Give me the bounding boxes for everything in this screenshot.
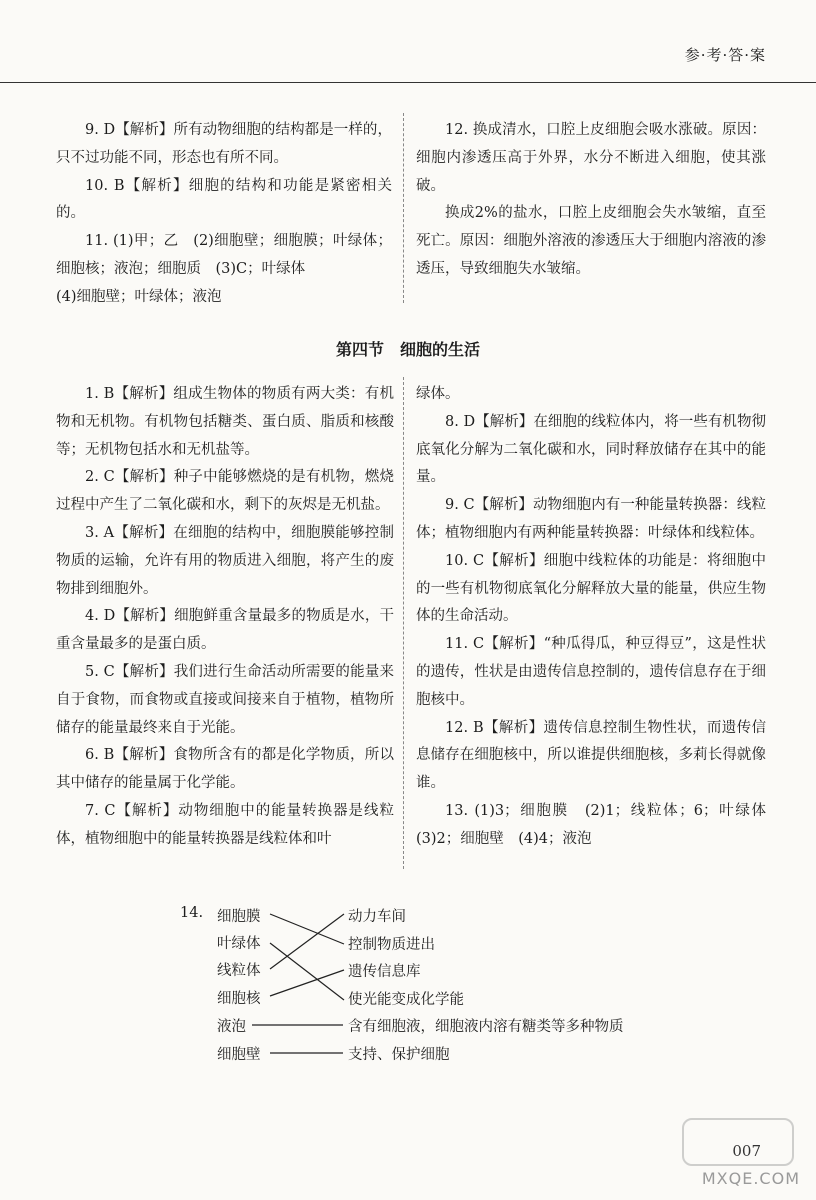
matching-number: 14.	[180, 905, 204, 921]
answer-11-cont: (4)细胞壁；叶绿体；液泡	[56, 288, 222, 305]
answer-10b: 10. C【解析】细胞中线粒体的功能是：将细胞中的一些有机物彻底氧化分解释放大量的能量，供应生物体的生命活动。	[416, 552, 766, 625]
answer-9b: 9. C【解析】动物细胞内有一种能量转换器：线粒体；植物细胞内有两种能量转换器：叶绿体和线粒体。	[416, 497, 766, 541]
match-left-chloroplast: 叶绿体	[217, 936, 261, 952]
match-left-wall: 细胞壁	[217, 1047, 261, 1063]
match-left-vacuole: 液泡	[217, 1019, 246, 1035]
match-left-membrane: 细胞膜	[217, 909, 261, 925]
answer-11: 11. (1)甲；乙 (2)细胞壁；细胞膜；叶绿体；细胞核；液泡；细胞质 (3)C；叶绿体	[56, 233, 392, 277]
match-left-nucleus: 细胞核	[217, 991, 261, 1007]
line-chloroplast-to-lightenergy	[270, 943, 344, 1000]
answer-6: 6. B【解析】食物所含有的都是化学物质，所以其中储存的能量属于化学能。	[56, 747, 394, 792]
match-right-power: 动力车间	[348, 909, 406, 925]
watermark	[680, 1118, 800, 1188]
answer-13: 13. (1)3；细胞膜 (2)1；线粒体；6；叶绿体 (3)2；细胞壁 (4)4；液泡	[416, 802, 781, 847]
answer-7-cont: 绿体。	[416, 386, 460, 402]
answer-9: 9. D【解析】所有动物细胞的结构都是一样的，只不过功能不同，形态也有所不同。	[56, 122, 392, 166]
answer-1: 1. B【解析】组成生物体的物质有两大类：有机物和无机物。有机物包括糖类、蛋白质、脂质和核酸等；无机物包括水和无机盐等。	[56, 386, 394, 458]
match-left-mitochondria: 线粒体	[217, 963, 261, 979]
answer-3: 3. A【解析】在细胞的结构中，细胞膜能够控制物质的运输，允许有用的物质进入细胞，将产生的废物排到细胞外。	[56, 524, 394, 597]
match-right-lightenergy: 使光能变成化学能	[348, 992, 464, 1008]
answer-10: 10. B【解析】细胞的结构和功能是紧密相关的。	[56, 177, 392, 222]
running-header: 参·考·答·案	[684, 46, 766, 64]
answer-4: 4. D【解析】细胞鲜重含量最多的物质是水，干重含量最多的是蛋白质。	[56, 608, 394, 653]
match-right-control: 控制物质进出	[348, 937, 435, 953]
section-title: 第四节 细胞的生活	[335, 340, 480, 359]
match-right-genetic: 遗传信息库	[348, 964, 421, 980]
watermark-text: MXQE.COM	[701, 1169, 800, 1188]
answer-7: 7. C【解析】动物细胞中的能量转换器是线粒体，植物细胞中的能量转换器是线粒体和叶	[56, 802, 394, 847]
answer-12: 12. 换成清水，口腔上皮细胞会吸水涨破。原因：细胞内渗透压高于外界，水分不断进入细胞，使其涨破。	[416, 122, 766, 194]
answer-8: 8. D【解析】在细胞的线粒体内，将一些有机物彻底氧化分解为二氧化碳和水，同时释放储存在其中的能量。	[416, 413, 766, 486]
match-right-sap: 含有细胞液，细胞液内溶有糖类等多种物质	[348, 1019, 624, 1035]
watermark-logo-icon	[682, 1118, 794, 1166]
answer-2: 2. C【解析】种子中能够燃烧的是有机物，燃烧过程中产生了二氧化碳和水，剩下的灰烬是无机盐。	[56, 469, 394, 514]
line-membrane-to-control	[270, 914, 344, 944]
match-right-support: 支持、保护细胞	[348, 1047, 450, 1063]
answer-12b: 12. B【解析】遗传信息控制生物性状，而遗传信息储存在细胞核中，所以谁提供细胞核，多莉长得就像谁。	[416, 719, 766, 792]
page-number: 007	[732, 1142, 761, 1160]
line-mitochondria-to-power	[270, 914, 344, 969]
answer-11b: 11. C【解析】“种瓜得瓜，种豆得豆”，这是性状的遗传，性状是由遗传信息控制的，遗传信息存在于细胞核中。	[416, 636, 766, 708]
answer-12-cont: 换成2%的盐水，口腔上皮细胞会失水皱缩，直至死亡。原因：细胞外溶液的渗透压大于细胞内溶液的渗透压，导致细胞失水皱缩。	[416, 205, 766, 277]
answer-5: 5. C【解析】我们进行生命活动所需要的能量来自于食物，而食物或直接或间接来自于植物，植物所储存的能量最终来自于光能。	[56, 663, 394, 736]
